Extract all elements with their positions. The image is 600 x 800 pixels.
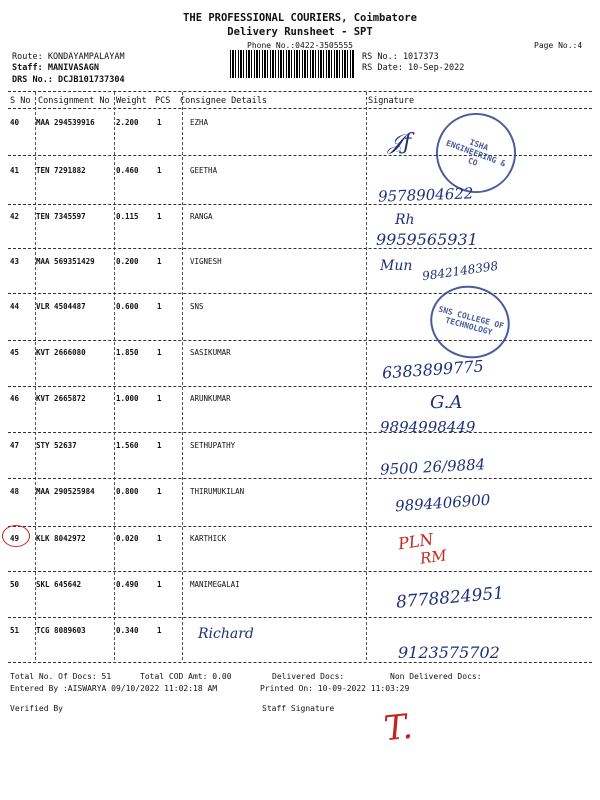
handwritten-signature: G.A <box>430 392 463 413</box>
col-sno: S No <box>10 96 31 106</box>
row-weight: 0.490 <box>116 580 139 589</box>
col-signature: Signature <box>368 96 415 106</box>
row-consignment: MAA 294539916 <box>36 118 95 127</box>
row-consignee: SETHUPATHY <box>190 441 236 450</box>
handwritten-phone: 8778824951 <box>395 583 505 613</box>
row-weight: 0.460 <box>116 166 139 175</box>
row-pcs: 1 <box>157 580 162 589</box>
total-cod: Total COD Amt: 0.00 <box>140 672 232 681</box>
table-row <box>0 626 600 636</box>
row-pcs: 1 <box>157 534 162 543</box>
row-rule <box>8 526 592 527</box>
handwritten-phone: 9500 26/9884 <box>379 455 486 479</box>
table-row <box>0 487 600 497</box>
row-consignment: MAA 290525984 <box>36 487 95 496</box>
table-row <box>0 302 600 312</box>
table-row <box>0 534 600 544</box>
col-pcs: PCS <box>155 96 171 106</box>
row-pcs: 1 <box>157 302 162 311</box>
row-rule <box>8 386 592 387</box>
table-header-rule <box>8 108 592 109</box>
row-sno: 44 <box>10 302 20 311</box>
handwritten-phone: 9123575702 <box>398 643 500 662</box>
row-rule <box>8 571 592 572</box>
row-consignee: SASIKUMAR <box>190 348 231 357</box>
col-weight: Weight <box>116 96 147 106</box>
handwritten-phone: 9894406900 <box>394 490 491 516</box>
row-consignee: ARUNKUMAR <box>190 394 231 403</box>
row-consignee: MANIMEGALAI <box>190 580 240 589</box>
row-pcs: 1 <box>157 441 162 450</box>
row-consignee: THIRUMUKILAN <box>190 487 245 496</box>
route-label: Route: KONDAYAMPALAYAM <box>12 52 125 62</box>
col-sep <box>35 92 36 660</box>
rs-date: RS Date: 10-Sep-2022 <box>362 63 465 73</box>
table-row <box>0 257 600 267</box>
handwritten-phone: 9842148398 <box>421 258 499 284</box>
row-sno: 49 <box>10 534 20 543</box>
row-weight: 0.200 <box>116 257 139 266</box>
col-sep <box>366 92 367 660</box>
handwritten-phone: 9894998449 <box>380 418 476 436</box>
row-rule <box>8 204 592 205</box>
signature-scribble: 𝒥ƒ <box>388 130 412 155</box>
row-consignment: KVT 2665872 <box>36 394 86 403</box>
handwritten-mark: T. <box>381 706 415 750</box>
col-sep <box>114 92 115 660</box>
row-sno: 46 <box>10 394 20 403</box>
row-consignment: KVT 2666080 <box>36 348 86 357</box>
table-row <box>0 580 600 590</box>
handwritten-phone: 6383899775 <box>381 356 485 383</box>
row-sno: 47 <box>10 441 20 450</box>
red-circle-mark <box>2 525 30 547</box>
row-sno: 41 <box>10 166 20 175</box>
table-top-rule <box>8 91 592 92</box>
row-consignment: TEN 7291882 <box>36 166 86 175</box>
row-pcs: 1 <box>157 257 162 266</box>
row-rule <box>8 478 592 479</box>
row-rule <box>8 293 592 294</box>
row-consignee: EZHA <box>190 118 209 127</box>
row-weight: 0.600 <box>116 302 139 311</box>
table-row <box>0 394 600 404</box>
row-consignee: GEETHA <box>190 166 218 175</box>
row-pcs: 1 <box>157 626 162 635</box>
row-sno: 42 <box>10 212 20 221</box>
total-docs: Total No. Of Docs: 51 <box>10 672 112 681</box>
row-weight: 1.850 <box>116 348 139 357</box>
row-consignment: SKL 645642 <box>36 580 82 589</box>
row-sno: 45 <box>10 348 20 357</box>
table-row <box>0 212 600 222</box>
row-consignment: TEN 7345597 <box>36 212 86 221</box>
table-row <box>0 348 600 358</box>
signature-scribble: Rh <box>395 212 415 228</box>
row-consignment: STY 52637 <box>36 441 77 450</box>
signature-scribble: Mun <box>380 258 413 274</box>
stamp-text: SNS COLLEGE OF TECHNOLOGY <box>437 304 505 337</box>
row-pcs: 1 <box>157 348 162 357</box>
row-weight: 0.340 <box>116 626 139 635</box>
row-weight: 2.200 <box>116 118 139 127</box>
row-rule <box>8 248 592 249</box>
row-consignment: VLR 4504487 <box>36 302 86 311</box>
phone-number: Phone No.:0422-3505555 <box>247 41 353 50</box>
row-consignee: SNS <box>190 302 204 311</box>
row-sno: 50 <box>10 580 20 589</box>
handwritten-note: RM <box>418 546 448 568</box>
row-consignee: VIGNESH <box>190 257 222 266</box>
row-consignee: RANGA <box>190 212 213 221</box>
row-sno: 51 <box>10 626 20 635</box>
drs-number: DRS No.: DCJB101737304 <box>12 75 125 85</box>
page-number: Page No.:4 <box>534 41 583 50</box>
staff-signature-label: Staff Signature <box>262 704 335 713</box>
stamp-text: ISHA ENGINEERING & CO <box>445 137 507 168</box>
row-weight: 0.115 <box>116 212 139 221</box>
printed-on: Printed On: 10-09-2022 11:03:29 <box>260 684 410 693</box>
row-pcs: 1 <box>157 166 162 175</box>
row-consignee: KARTHICK <box>190 534 227 543</box>
handwritten-phone: 9959565931 <box>376 230 478 249</box>
row-consignment: TCG 8089603 <box>36 626 86 635</box>
row-consignment: KLK 8042972 <box>36 534 86 543</box>
table-row <box>0 441 600 451</box>
staff-label: Staff: MANIVASAGN <box>12 63 99 73</box>
handwritten-note: PLN <box>396 529 435 554</box>
row-pcs: 1 <box>157 487 162 496</box>
row-rule <box>8 432 592 433</box>
row-sno: 40 <box>10 118 20 127</box>
row-consignment: MAA 569351429 <box>36 257 95 266</box>
runsheet-subtitle: Delivery Runsheet - SPT <box>227 26 373 38</box>
col-sep <box>182 92 183 660</box>
table-bottom-rule <box>8 662 592 663</box>
delivered-docs: Delivered Docs: <box>272 672 345 681</box>
verified-by-label: Verified By <box>10 704 63 713</box>
handwritten-phone: 9578904622 <box>377 184 474 206</box>
row-pcs: 1 <box>157 212 162 221</box>
row-weight: 1.560 <box>116 441 139 450</box>
row-weight: 0.020 <box>116 534 139 543</box>
barcode <box>230 50 355 78</box>
row-pcs: 1 <box>157 394 162 403</box>
col-consignment: Consignment No <box>38 96 110 106</box>
row-rule <box>8 617 592 618</box>
row-weight: 0.800 <box>116 487 139 496</box>
row-sno: 43 <box>10 257 20 266</box>
row-weight: 1.000 <box>116 394 139 403</box>
table-row <box>0 118 600 128</box>
row-pcs: 1 <box>157 118 162 127</box>
entered-by: Entered By :AISWARYA 09/10/2022 11:02:18 AM <box>10 684 218 693</box>
col-consignee: Consignee Details <box>180 96 267 106</box>
handwritten-signature: Richard <box>198 626 254 642</box>
rs-number: RS No.: 1017373 <box>362 52 439 62</box>
non-delivered-docs: Non Delivered Docs: <box>390 672 482 681</box>
company-title: THE PROFESSIONAL COURIERS, Coimbatore <box>183 12 417 24</box>
row-sno: 48 <box>10 487 20 496</box>
